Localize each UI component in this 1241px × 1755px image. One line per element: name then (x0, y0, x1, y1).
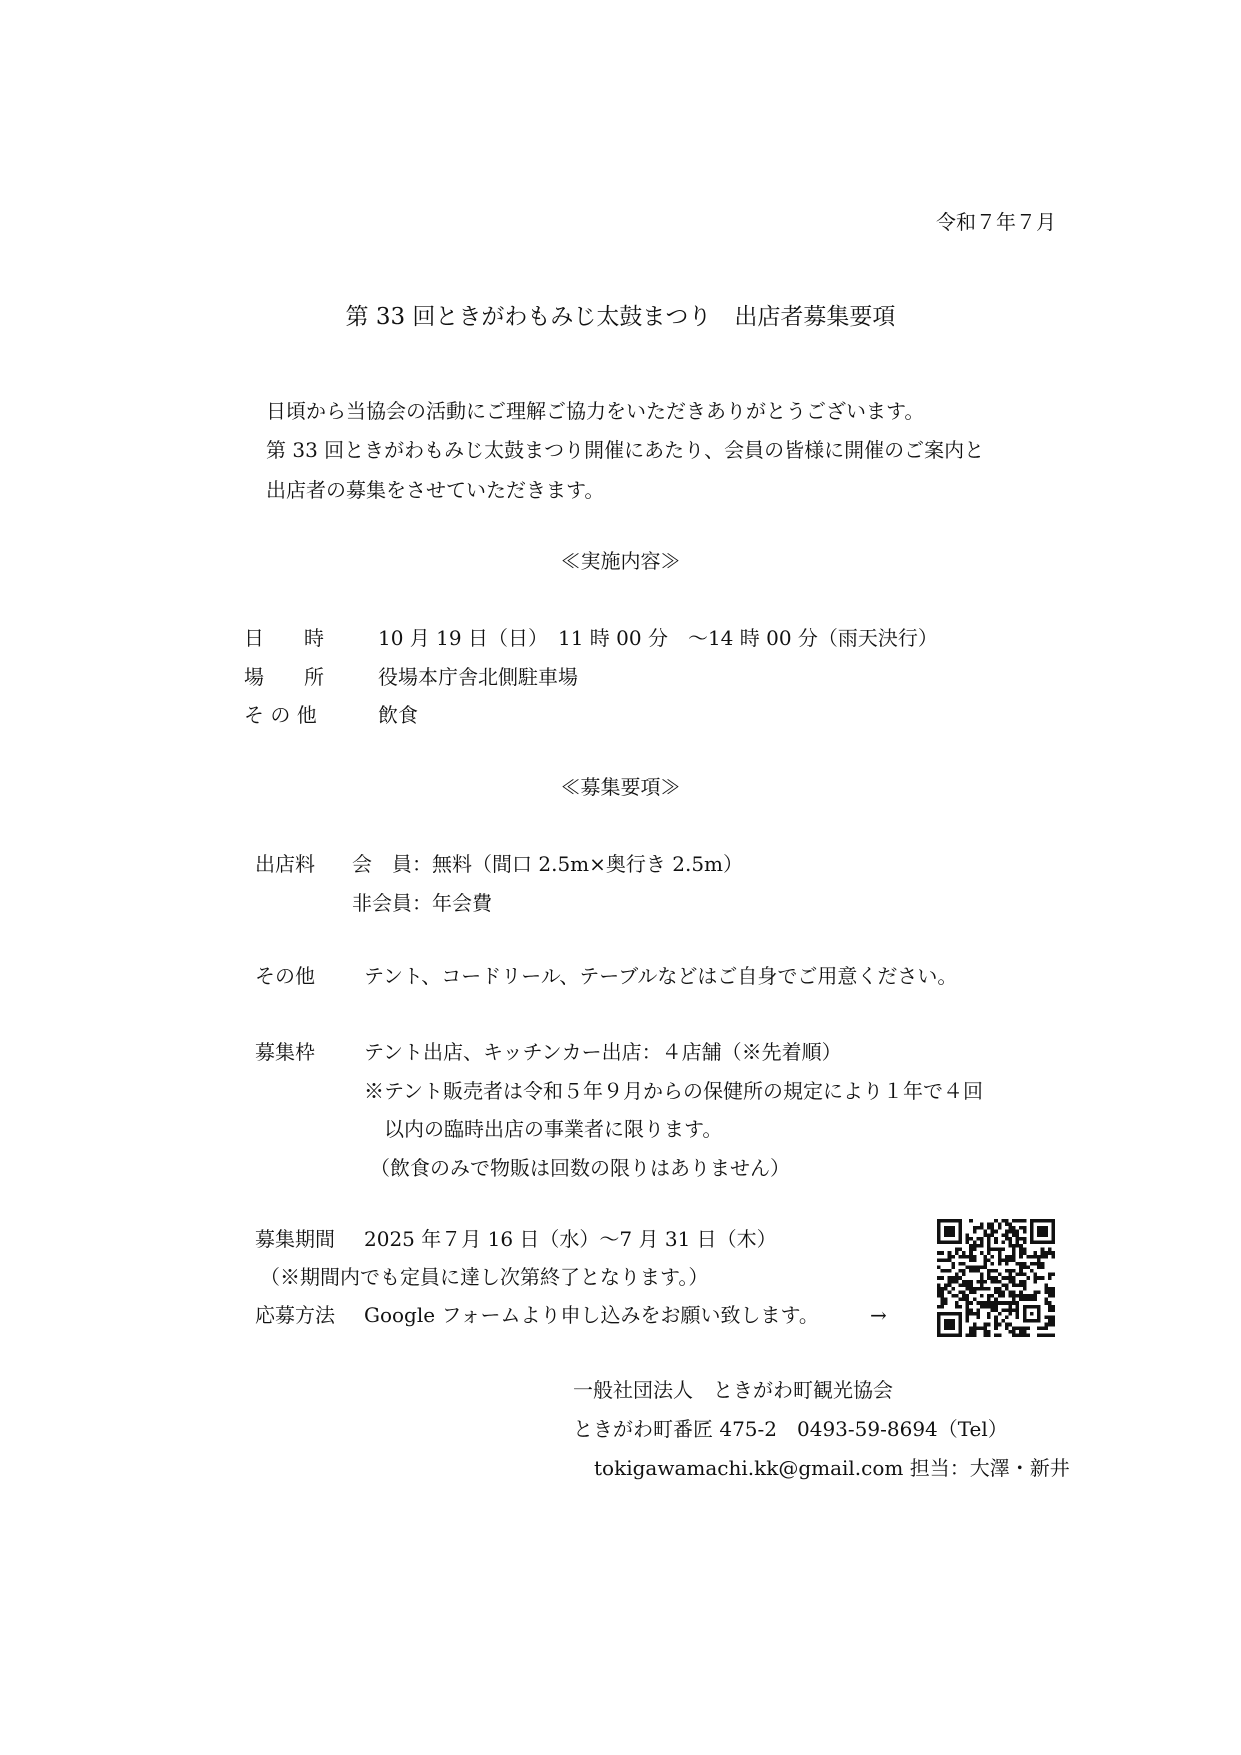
other-value: 飲食 (378, 703, 418, 727)
arrow-icon: → (870, 1303, 887, 1327)
slots-note-1: ※テント販売者は令和５年９月からの保健所の規定により１年で４回 (364, 1079, 983, 1103)
intro-line-2: 第 33 回ときがわもみじ太鼓まつり開催にあたり、会員の皆様に開催のご案内と (266, 438, 985, 462)
other-requirements-value: テント、コードリール、テーブルなどはご自身でご用意ください。 (364, 964, 958, 988)
section-heading-recruitment: ≪募集要項≫ (560, 775, 681, 799)
other-label: そ の 他 (244, 703, 317, 727)
page-title: 第 33 回ときがわもみじ太鼓まつり 出店者募集要項 (345, 304, 896, 330)
footer-organization: 一般社団法人 ときがわ町観光協会 (573, 1378, 893, 1402)
other-requirements-label: その他 (255, 964, 315, 988)
fee-member: 会 員：無料（間口 2.5m×奥行き 2.5m） (352, 852, 744, 876)
section-heading-implementation: ≪実施内容≫ (560, 549, 681, 573)
apply-label: 応募方法 (255, 1303, 335, 1327)
period-label: 募集期間 (255, 1227, 335, 1251)
period-note: （※期間内でも定員に達し次第終了となります。） (260, 1265, 709, 1289)
document-date: 令和７年７月 (936, 210, 1056, 234)
period-value: 2025 年７月 16 日（水）～7 月 31 日（木） (364, 1227, 777, 1251)
footer-address: ときがわ町番匠 475-2 0493-59-8694（Tel） (573, 1417, 1008, 1441)
qr-code[interactable] (937, 1219, 1055, 1337)
datetime-label: 日 時 (244, 626, 324, 650)
location-label: 場 所 (244, 665, 324, 689)
datetime-value: 10 月 19 日（日） 11 時 00 分 ～14 時 00 分（雨天決行） (378, 626, 938, 650)
slots-note-3: （飲食のみで物販は回数の限りはありません） (370, 1156, 790, 1180)
intro-line-3: 出店者の募集をさせていただきます。 (266, 478, 605, 502)
fee-nonmember: 非会員：年会費 (352, 891, 492, 915)
location-value: 役場本庁舎北側駐車場 (378, 665, 578, 689)
fee-label: 出店料 (255, 852, 315, 876)
slots-value: テント出店、キッチンカー出店：４店舗（※先着順） (364, 1040, 842, 1064)
slots-note-2: 以内の臨時出店の事業者に限ります。 (384, 1117, 723, 1141)
footer-contact: tokigawamachi.kk@gmail.com 担当：大澤・新井 (594, 1456, 1070, 1480)
slots-label: 募集枠 (255, 1040, 315, 1064)
intro-line-1: 日頃から当協会の活動にご理解ご協力をいただきありがとうございます。 (266, 399, 925, 423)
apply-value: Google フォームより申し込みをお願い致します。 (364, 1303, 819, 1327)
